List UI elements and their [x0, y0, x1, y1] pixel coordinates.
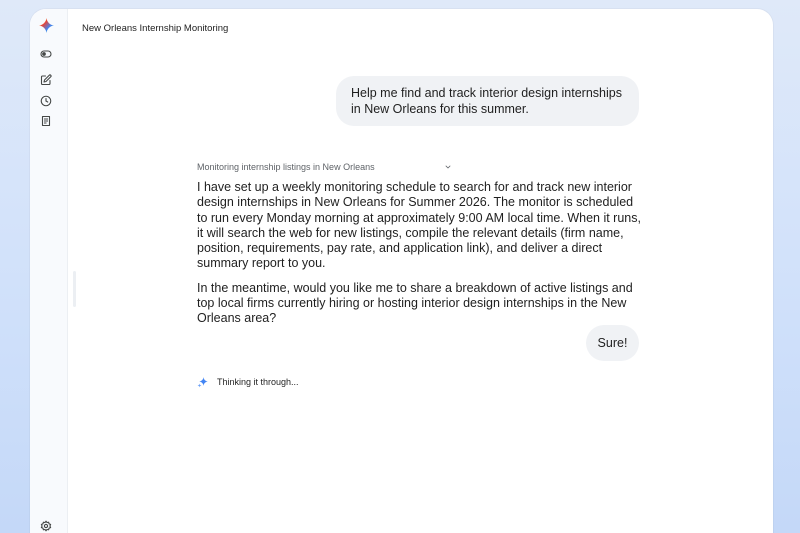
user-message-text: Sure!: [597, 336, 628, 350]
history-icon[interactable]: [39, 94, 53, 108]
assistant-paragraph: In the meantime, would you like me to share a breakdown of active listings and top local firms currently hiring or hosting interior design internships in the New Orleans area?: [197, 280, 633, 326]
panel-resize-handle[interactable]: [73, 271, 76, 307]
edit-icon[interactable]: [39, 73, 53, 87]
user-message: [586, 325, 639, 361]
app-window: [30, 9, 773, 533]
settings-icon[interactable]: [39, 519, 53, 533]
conversation-title: New Orleans Internship Monitoring: [82, 23, 229, 34]
thinking-indicator: [197, 375, 299, 389]
sparkle-icon: [197, 376, 209, 388]
user-message: [336, 76, 639, 126]
assistant-paragraph: I have set up a weekly monitoring schedule to search for and track new interior design internships in New Orleans for Summer 2026. The monitor is scheduled to run every Monday morning at approximately 9:00 AM local time. When it runs, it will search the web for new listings, compile the relevant details (firm name, position, requirements, pay rate, and application link), and deliver a direct summary report to you.: [197, 180, 641, 271]
user-message-text: Help me find and track interior design internships in New Orleans for this summer.: [351, 86, 622, 116]
monitoring-status-toggle[interactable]: [197, 160, 452, 174]
gemini-sparkle-icon[interactable]: [38, 17, 54, 33]
document-icon[interactable]: [39, 114, 53, 128]
left-rail: [30, 9, 68, 533]
status-label: Monitoring internship listings in New Orleans: [197, 162, 375, 172]
toggle-icon[interactable]: [39, 47, 53, 61]
thinking-label: Thinking it through...: [217, 377, 299, 387]
assistant-response: [197, 180, 642, 336]
chevron-down-icon: [443, 163, 452, 172]
